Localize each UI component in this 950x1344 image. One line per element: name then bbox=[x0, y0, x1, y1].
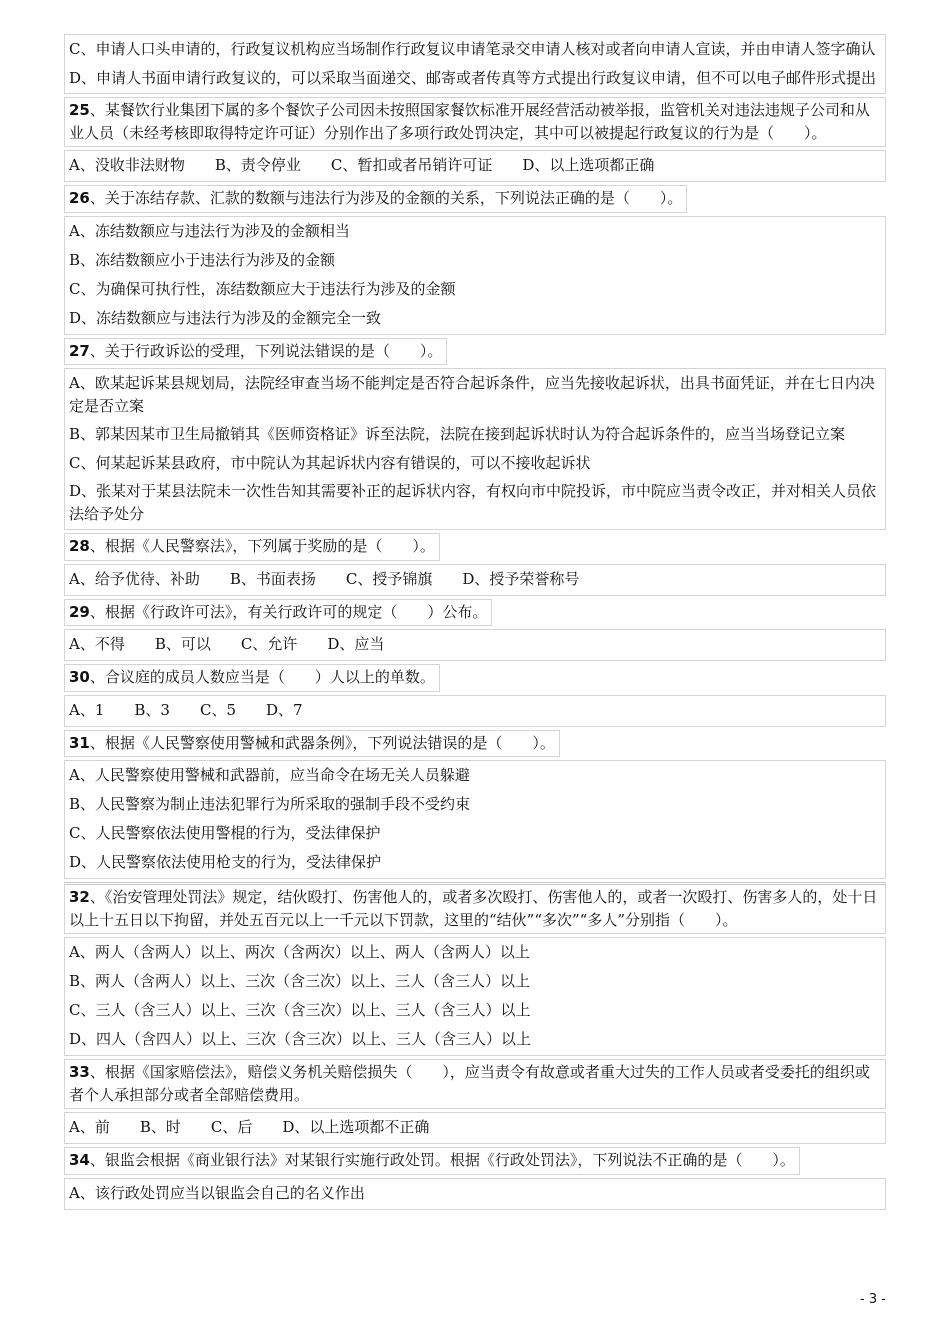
option-item: A、前 bbox=[69, 1118, 110, 1136]
option-item: B、两人（含两人）以上、三次（含三次）以上、三人（含三人）以上 bbox=[69, 972, 531, 990]
question-number: 25 bbox=[69, 101, 90, 119]
option-item: A、给予优待、补助 bbox=[69, 569, 200, 588]
question-32 bbox=[64, 882, 886, 934]
option-item: C、允许 bbox=[240, 635, 298, 653]
option-item: C、5 bbox=[199, 700, 236, 719]
option-item: B、郭某因某市卫生局撤销其《医师资格证》诉至法院，法院在接到起诉状时认为符合起诉条件的，应当当场登记立案 bbox=[69, 425, 846, 443]
question-number: 32 bbox=[69, 888, 90, 906]
option-item: D、冻结数额应与违法行为涉及的金额完全一致 bbox=[69, 308, 382, 327]
question-number: 26 bbox=[69, 189, 90, 207]
question-number: 29 bbox=[69, 602, 90, 621]
option-item: D、以上选项都正确 bbox=[522, 156, 655, 174]
option-item: B、可以 bbox=[154, 635, 211, 653]
option-item: D、人民警察依法使用枪支的行为，受法律保护 bbox=[69, 853, 382, 871]
question-text: 、《治安管理处罚法》规定，结伙殴打、伤害他人的，或者多次殴打、伤害他人的，或者一次殴打、伤害多人的，处十日以上十五日以下拘留，并处五百元以上一千元以下罚款，这里的“结伙”“多次”“多人”分别指（ ）。 bbox=[69, 888, 878, 929]
option-item: A、冻结数额应与违法行为涉及的金额相当 bbox=[69, 221, 350, 240]
question-number: 34 bbox=[69, 1151, 90, 1169]
question-31 bbox=[64, 730, 560, 758]
option-item: A、欧某起诉某县规划局，法院经审查当场不能判定是否符合起诉条件，应当先接收起诉状，出具书面凭证，并在七日内决定是否立案 bbox=[69, 374, 875, 415]
question-number: 31 bbox=[69, 733, 90, 752]
option-item: C、申请人口头申请的，行政复议机构应当场制作行政复议申请笔录交申请人核对或者向申请人宣读，并由申请人签字确认 bbox=[69, 40, 876, 58]
options-group bbox=[64, 629, 886, 661]
question-number: 30 bbox=[69, 668, 90, 686]
question-30 bbox=[64, 664, 440, 692]
exam-page bbox=[64, 34, 886, 1210]
option-item: D、申请人书面申请行政复议的，可以采取当面递交、邮寄或者传真等方式提出行政复议申请，但不可以电子邮件形式提出 bbox=[69, 68, 877, 87]
page-number: - 3 - bbox=[860, 1292, 886, 1307]
options-group bbox=[64, 368, 886, 530]
option-item: C、后 bbox=[210, 1118, 253, 1136]
option-item: D、授予荣誉称号 bbox=[462, 569, 580, 588]
question-33 bbox=[64, 1059, 886, 1109]
question-28 bbox=[64, 533, 440, 561]
option-item: D、7 bbox=[266, 700, 303, 719]
option-item: D、以上选项都不正确 bbox=[282, 1118, 430, 1136]
option-item: A、1 bbox=[69, 700, 105, 719]
options-group bbox=[64, 695, 886, 727]
option-item: B、时 bbox=[139, 1118, 181, 1136]
options-group bbox=[64, 150, 886, 182]
option-item: B、3 bbox=[134, 700, 170, 719]
question-number: 33 bbox=[69, 1063, 90, 1081]
option-item: D、四人（含四人）以上、三次（含三次）以上、三人（含三人）以上 bbox=[69, 1030, 532, 1048]
options-group bbox=[64, 564, 886, 596]
question-text: 、合议庭的成员人数应当是（ ）人以上的单数。 bbox=[89, 668, 435, 686]
option-item: A、该行政处罚应当以银监会自己的名义作出 bbox=[69, 1183, 365, 1202]
options-group bbox=[64, 1112, 886, 1144]
options-group bbox=[64, 216, 886, 335]
question-text: 、关于冻结存款、汇款的数额与违法行为涉及的金额的关系，下列说法正确的是（ ）。 bbox=[89, 189, 683, 207]
option-item: B、责令停业 bbox=[214, 156, 301, 174]
question-26 bbox=[64, 185, 687, 213]
question-text: 、根据《行政许可法》，有关行政许可的规定（ ）公布。 bbox=[89, 602, 488, 621]
option-item: C、三人（含三人）以上、三次（含三次）以上、三人（含三人）以上 bbox=[69, 1001, 531, 1019]
question-34 bbox=[64, 1147, 800, 1175]
options-group bbox=[64, 1178, 886, 1210]
question-text: 、根据《国家赔偿法》，赔偿义务机关赔偿损失（ ），应当责令有故意或者重大过失的工作人员或者受委托的组织或者个人承担部分或者全部赔偿费用。 bbox=[69, 1063, 870, 1104]
option-item: C、为确保可执行性，冻结数额应大于违法行为涉及的金额 bbox=[69, 279, 456, 298]
question-29 bbox=[64, 599, 492, 627]
option-item: D、应当 bbox=[327, 635, 385, 653]
option-item: A、两人（含两人）以上、两次（含两次）以上、两人（含两人）以上 bbox=[69, 943, 530, 961]
option-item: B、冻结数额应小于违法行为涉及的金额 bbox=[69, 250, 336, 269]
question-text: 、根据《人民警察法》，下列属于奖励的是（ ）。 bbox=[89, 537, 435, 555]
option-item: C、人民警察依法使用警棍的行为，受法律保护 bbox=[69, 824, 381, 842]
option-item: C、授予锦旗 bbox=[345, 569, 433, 588]
question-25 bbox=[64, 97, 886, 147]
options-group bbox=[64, 760, 886, 879]
question-text: 、根据《人民警察使用警械和武器条例》，下列说法错误的是（ ）。 bbox=[89, 733, 555, 752]
option-item: A、不得 bbox=[69, 635, 125, 653]
option-item: B、人民警察为制止违法犯罪行为所采取的强制手段不受约束 bbox=[69, 795, 471, 813]
question-number: 28 bbox=[69, 537, 90, 555]
option-item: C、何某起诉某县政府，市中院认为其起诉状内容有错误的，可以不接收起诉状 bbox=[69, 453, 591, 472]
option-item: A、没收非法财物 bbox=[69, 156, 185, 174]
question-27 bbox=[64, 338, 447, 366]
option-item: C、暂扣或者吊销许可证 bbox=[330, 156, 493, 174]
question-number: 27 bbox=[69, 341, 90, 360]
question-text: 、银监会根据《商业银行法》对某银行实施行政处罚。根据《行政处罚法》，下列说法不正确的是（ ）。 bbox=[89, 1151, 795, 1169]
option-item: D、张某对于某县法院未一次性告知其需要补正的起诉状内容，有权向市中院投诉，市中院应当责令改正，并对相关人员依法给予处分 bbox=[69, 482, 877, 523]
options-group bbox=[64, 937, 886, 1056]
options-group bbox=[64, 34, 886, 94]
option-item: A、人民警察使用警械和武器前，应当命令在场无关人员躲避 bbox=[69, 766, 470, 784]
question-text: 、关于行政诉讼的受理，下列说法错误的是（ ）。 bbox=[89, 341, 443, 360]
question-text: 、某餐饮行业集团下属的多个餐饮子公司因未按照国家餐饮标准开展经营活动被举报，监管机关对违法违规子公司和从业人员（未经考核即取得特定许可证）分别作出了多项行政处罚决定，其中可以被提起行政复议的行为是（ ）。 bbox=[69, 101, 870, 142]
option-item: B、书面表扬 bbox=[229, 569, 316, 588]
